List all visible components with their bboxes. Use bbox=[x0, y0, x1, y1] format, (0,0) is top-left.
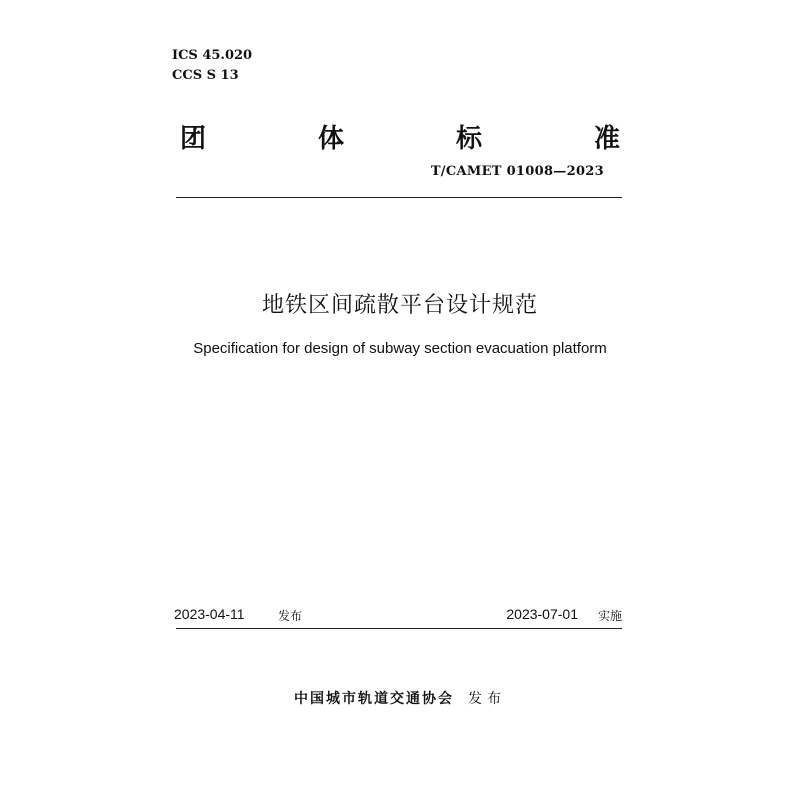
issue-date: 2023-04-11 bbox=[174, 606, 245, 622]
standard-number: T/CAMET 01008—2023 bbox=[430, 164, 604, 179]
standard-type-char: 准 bbox=[593, 124, 620, 154]
standard-type-heading bbox=[180, 118, 620, 152]
issue-label: 发布 bbox=[278, 609, 303, 623]
implement-label: 实施 bbox=[597, 609, 622, 623]
standard-type-char: 标 bbox=[455, 124, 482, 154]
bottom-divider bbox=[176, 628, 622, 629]
publisher-name: 中国城市轨道交通协会 bbox=[294, 691, 454, 707]
title-english: Specification for design of subway section evacuation platform bbox=[193, 340, 607, 357]
title-chinese: 地铁区间疏散平台设计规范 bbox=[261, 292, 538, 317]
publisher-line bbox=[0, 688, 800, 708]
ccs-code: CCS S 13 bbox=[172, 68, 239, 83]
dates-row bbox=[174, 606, 622, 628]
standard-type-char: 体 bbox=[317, 124, 344, 154]
standard-type-char: 团 bbox=[180, 124, 207, 154]
publisher-suffix: 发布 bbox=[468, 691, 506, 707]
top-divider bbox=[176, 197, 622, 198]
ics-code: ICS 45.020 bbox=[172, 48, 253, 63]
implement-date: 2023-07-01 bbox=[506, 606, 578, 622]
